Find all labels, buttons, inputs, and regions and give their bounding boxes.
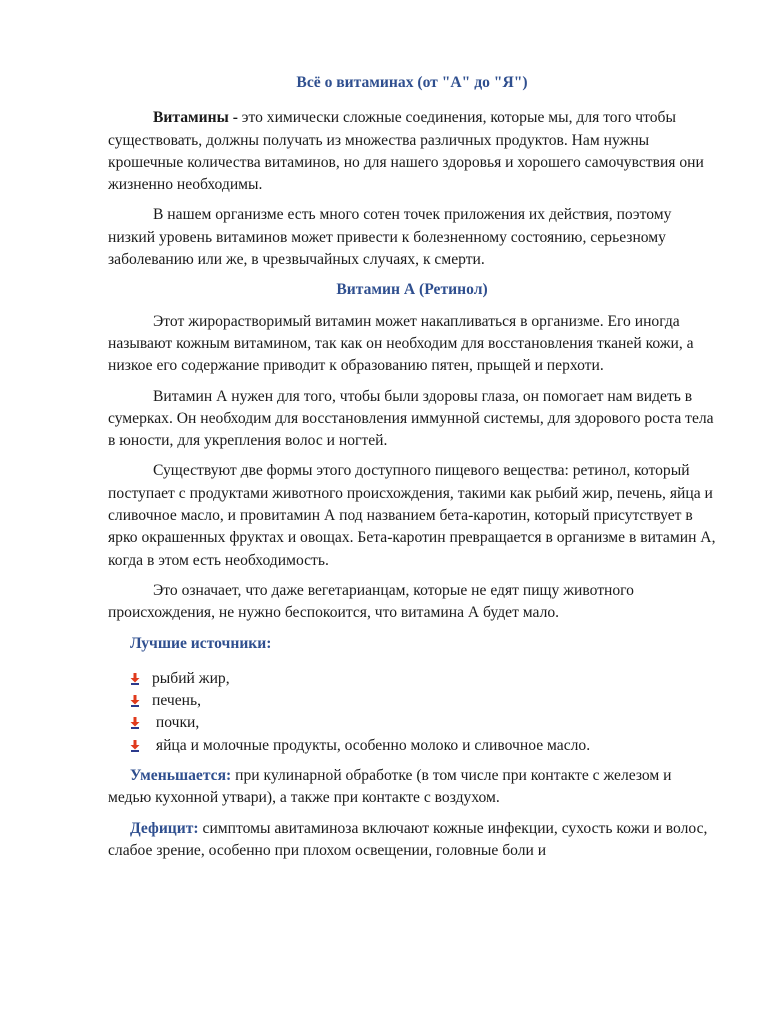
decrease-label: Уменьшается: <box>130 767 232 785</box>
list-item <box>108 735 716 757</box>
down-arrow-bullet-icon <box>130 673 140 685</box>
intro-lead-term: Витамины - <box>153 109 238 127</box>
section-paragraph: Это означает, что даже вегетарианцам, которые не едят пищу животного происхождения, не нужно беспокоится, что витамина А будет мало. <box>108 581 634 622</box>
decrease-text: при кулинарной обработке (в том числе при контакте с железом и медью кухонной утвари), а также при контакте с воздухом. <box>108 767 672 807</box>
sources-list <box>108 668 716 757</box>
section-title: Витамин А (Ретинол) <box>336 281 488 299</box>
section-paragraph: Этот жирорастворимый витамин может накапливаться в организме. Его иногда называют кожным витамином, так как он необходим для восстановления тканей кожи, а низкое его содержание приводит к образованию пятен, прыщей и перхоти. <box>108 312 694 375</box>
intro-text: это химически сложные соединения, которые мы, для того чтобы существовать, должны получать из множества различных продуктов. Нам нужны крошечные количества витаминов, но для нашего здоровья и хорошего самочувствия они жизненно необходимы. <box>108 109 704 194</box>
document-title: Всё о витаминах (от "А" до "Я") <box>296 74 528 91</box>
list-item-text: печень, <box>152 692 201 710</box>
intro-paragraph <box>108 107 716 196</box>
list-item <box>108 712 716 734</box>
down-arrow-bullet-icon <box>130 717 140 729</box>
down-arrow-bullet-icon <box>130 695 140 707</box>
list-item-text: яйца и молочные продукты, особенно молоко и сливочное масло. <box>152 736 591 754</box>
section-paragraph: Витамин А нужен для того, чтобы были здоровы глаза, он помогает нам видеть в сумерках. Он необходим для восстановления иммунной системы, для здорового роста тела в юности, для укрепления волос и ногтей. <box>108 387 714 450</box>
section-paragraph: Существуют две формы этого доступного пищевого вещества: ретинол, который поступает с продуктами животного происхождения, такими как рыбий жир, печень, яйца и сливочное масло, и провитамин А под названием бета-каротин, который присутствует в ярко окрашенных фруктах и овощах. Бета-каротин превращается в организме в витамин А, когда в этом есть необходимость. <box>108 462 716 569</box>
list-item-text: почки, <box>152 714 200 732</box>
list-item-text: рыбий жир, <box>152 669 230 687</box>
list-item <box>108 690 716 712</box>
document-page <box>108 72 716 870</box>
list-item <box>108 668 716 690</box>
decrease-paragraph <box>108 765 716 810</box>
intro-paragraph-2: В нашем организме есть много сотен точек приложения их действия, поэтому низкий уровень витаминов может привести к болезненному состоянию, серьезному заболеванию или же, в чрезвычайных случаях, к смерти. <box>108 206 672 269</box>
deficit-label: Дефицит: <box>130 819 199 837</box>
deficit-paragraph <box>108 818 716 863</box>
sources-heading: Лучшие источники: <box>130 634 272 652</box>
deficit-text: симптомы авитаминоза включают кожные инфекции, сухость кожи и волос, слабое зрение, особенно при плохом освещении, головные боли и <box>108 819 708 859</box>
down-arrow-bullet-icon <box>130 740 140 752</box>
